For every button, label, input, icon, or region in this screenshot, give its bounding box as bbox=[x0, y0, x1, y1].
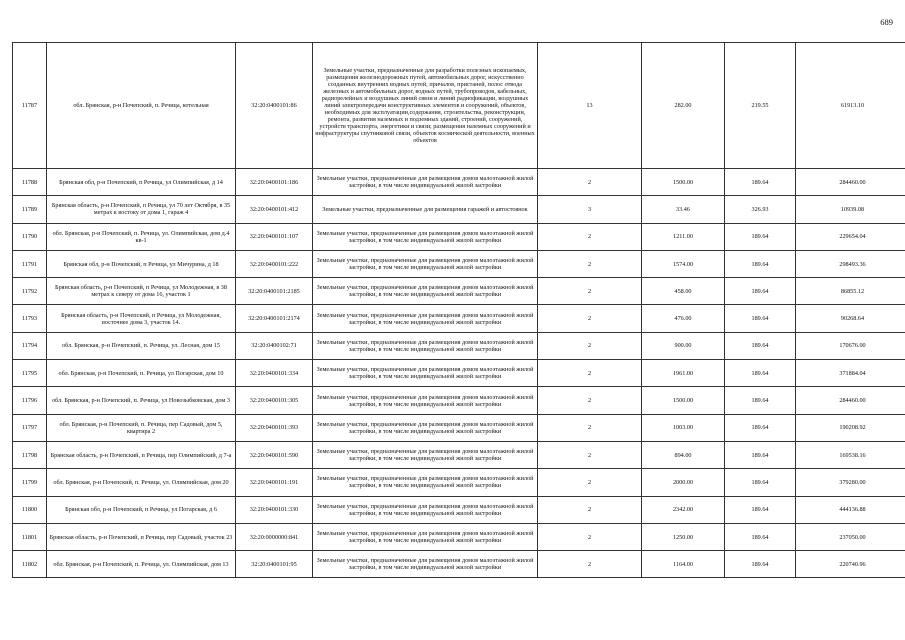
table-row bbox=[13, 496, 905, 523]
cadastral-value-cell: 229654.04 bbox=[796, 223, 905, 250]
specific-value-cell: 219.55 bbox=[725, 43, 796, 169]
record-number-cell: 11791 bbox=[13, 250, 47, 277]
cadastral-value-cell: 284460.00 bbox=[796, 169, 905, 196]
area-cell: 1003.00 bbox=[642, 414, 725, 441]
address-cell: Брянская область, р-н Почепский, п Речица, ул 70 лет Октября, в 35 метрах к востоку от дома 1, гараж 4 bbox=[47, 196, 236, 223]
area-cell: 1500.00 bbox=[642, 169, 725, 196]
cadastral-number-cell: 32:20:0400101:412 bbox=[236, 196, 313, 223]
permitted-use-cell: Земельные участки, предназначенные для размещения домов малоэтажной жилой застройки, в том числе индивидуальной жилой застройки bbox=[313, 169, 538, 196]
area-cell: 1500.00 bbox=[642, 387, 725, 414]
table-row bbox=[13, 441, 905, 468]
use-group-code-cell: 2 bbox=[538, 278, 642, 305]
area-cell: 2000.00 bbox=[642, 469, 725, 496]
cadastral-value-cell: 90268.64 bbox=[796, 305, 905, 332]
table-row bbox=[13, 43, 905, 169]
permitted-use-cell: Земельные участки, предназначенные для размещения домов малоэтажной жилой застройки, в том числе индивидуальной жилой застройки bbox=[313, 469, 538, 496]
area-cell: 1250.00 bbox=[642, 523, 725, 550]
record-number-cell: 11799 bbox=[13, 469, 47, 496]
cadastral-number-cell: 32:20:0400101:86 bbox=[236, 43, 313, 169]
address-cell: Брянская обл, р-н Почепский, п Речица, ул Мичурина, д 18 bbox=[47, 250, 236, 277]
record-number-cell: 11798 bbox=[13, 441, 47, 468]
specific-value-cell: 189.64 bbox=[725, 387, 796, 414]
use-group-code-cell: 2 bbox=[538, 441, 642, 468]
cadastral-value-cell: 371884.04 bbox=[796, 360, 905, 387]
record-number-cell: 11802 bbox=[13, 551, 47, 578]
table-row bbox=[13, 387, 905, 414]
permitted-use-cell: Земельные участки, предназначенные для размещения гаражей и автостоянок bbox=[313, 196, 538, 223]
use-group-code-cell: 2 bbox=[538, 469, 642, 496]
area-cell: 1961.00 bbox=[642, 360, 725, 387]
area-cell: 476.00 bbox=[642, 305, 725, 332]
record-number-cell: 11800 bbox=[13, 496, 47, 523]
cadastral-number-cell: 32:20:0400101:107 bbox=[236, 223, 313, 250]
use-group-code-cell: 2 bbox=[538, 169, 642, 196]
use-group-code-cell: 2 bbox=[538, 523, 642, 550]
use-group-code-cell: 2 bbox=[538, 387, 642, 414]
use-group-code-cell: 2 bbox=[538, 414, 642, 441]
use-group-code-cell: 2 bbox=[538, 250, 642, 277]
cadastral-number-cell: 32:20:0400101:2185 bbox=[236, 278, 313, 305]
cadastral-value-cell: 169538.16 bbox=[796, 441, 905, 468]
cadastral-value-cell: 298493.36 bbox=[796, 250, 905, 277]
cadastral-number-cell: 32:20:0400101:393 bbox=[236, 414, 313, 441]
area-cell: 1211.00 bbox=[642, 223, 725, 250]
table-row bbox=[13, 523, 905, 550]
address-cell: Брянская область, р-н Почепский, п Речица, пер Садовый, участок 23 bbox=[47, 523, 236, 550]
area-cell: 1574.00 bbox=[642, 250, 725, 277]
cadastral-number-cell: 32:20:0400101:95 bbox=[236, 551, 313, 578]
cadastral-value-cell: 190208.92 bbox=[796, 414, 905, 441]
use-group-code-cell: 13 bbox=[538, 43, 642, 169]
specific-value-cell: 189.64 bbox=[725, 496, 796, 523]
use-group-code-cell: 2 bbox=[538, 551, 642, 578]
address-cell: Брянская обл, р-н Почепский, п Речица, ул Погарская, д 6 bbox=[47, 496, 236, 523]
address-cell: обл. Брянская, р-н Почепский, п. Речица, котельная bbox=[47, 43, 236, 169]
cadastral-value-cell: 61913.10 bbox=[796, 43, 905, 169]
table-row bbox=[13, 278, 905, 305]
cadastral-value-cell: 86855.12 bbox=[796, 278, 905, 305]
land-registry-table bbox=[12, 42, 905, 578]
area-cell: 33.46 bbox=[642, 196, 725, 223]
permitted-use-cell: Земельные участки, предназначенные для разработки полезных ископаемых, размещения железнодорожных путей, автомобильных дорог, искусственно созданных внутренних водных путей, причалов, пристаней, полос отвода железных и автомобильных дорог, водных путей, трубопроводов, кабельных, радиорелейных и воздушных линий связи и линий радиофикации, воздушных линий электропередачи конструктивных элементов и сооружений, объектов, необходимых для эксплуатации,содержания, строительства, реконструкции, ремонта, развития наземных и подземных зданий, строений, сооружений, устройств транспорта, энергетики и связи; размещения наземных сооружений и инфраструктуры спутниковой связи, объектов космической деятельности, военных объектов bbox=[313, 43, 538, 169]
area-cell: 1164.00 bbox=[642, 551, 725, 578]
permitted-use-cell: Земельные участки, предназначенные для размещения домов малоэтажной жилой застройки, в том числе индивидуальной жилой застройки bbox=[313, 250, 538, 277]
record-number-cell: 11795 bbox=[13, 360, 47, 387]
cadastral-number-cell: 32:20:0400101:186 bbox=[236, 169, 313, 196]
cadastral-value-cell: 237050.00 bbox=[796, 523, 905, 550]
permitted-use-cell: Земельные участки, предназначенные для размещения домов малоэтажной жилой застройки, в том числе индивидуальной жилой застройки bbox=[313, 496, 538, 523]
cadastral-number-cell: 32:20:0400101:590 bbox=[236, 441, 313, 468]
permitted-use-cell: Земельные участки, предназначенные для размещения домов малоэтажной жилой застройки, в том числе индивидуальной жилой застройки bbox=[313, 387, 538, 414]
address-cell: Брянская обл, р-н Почепский, п Речица, ул Олимпийская, д 14 bbox=[47, 169, 236, 196]
cadastral-value-cell: 444136.88 bbox=[796, 496, 905, 523]
specific-value-cell: 189.64 bbox=[725, 250, 796, 277]
record-number-cell: 11796 bbox=[13, 387, 47, 414]
specific-value-cell: 189.64 bbox=[725, 551, 796, 578]
cadastral-number-cell: 32:20:0400101:334 bbox=[236, 360, 313, 387]
area-cell: 282.00 bbox=[642, 43, 725, 169]
permitted-use-cell: Земельные участки, предназначенные для размещения домов малоэтажной жилой застройки, в том числе индивидуальной жилой застройки bbox=[313, 278, 538, 305]
permitted-use-cell: Земельные участки, предназначенные для размещения домов малоэтажной жилой застройки, в том числе индивидуальной жилой застройки bbox=[313, 305, 538, 332]
cadastral-value-cell: 10939.08 bbox=[796, 196, 905, 223]
specific-value-cell: 189.64 bbox=[725, 414, 796, 441]
address-cell: обл. Брянская, р-н Почепский, п. Речица, ул Погарская, дом 10 bbox=[47, 360, 236, 387]
table-row bbox=[13, 414, 905, 441]
cadastral-number-cell: 32:20:0400101:191 bbox=[236, 469, 313, 496]
permitted-use-cell: Земельные участки, предназначенные для размещения домов малоэтажной жилой застройки, в том числе индивидуальной жилой застройки bbox=[313, 523, 538, 550]
cadastral-value-cell: 220740.96 bbox=[796, 551, 905, 578]
permitted-use-cell: Земельные участки, предназначенные для размещения домов малоэтажной жилой застройки, в том числе индивидуальной жилой застройки bbox=[313, 332, 538, 359]
table-row bbox=[13, 551, 905, 578]
use-group-code-cell: 2 bbox=[538, 305, 642, 332]
record-number-cell: 11794 bbox=[13, 332, 47, 359]
use-group-code-cell: 2 bbox=[538, 223, 642, 250]
record-number-cell: 11792 bbox=[13, 278, 47, 305]
cadastral-number-cell: 32:20:0400101:330 bbox=[236, 496, 313, 523]
table-row bbox=[13, 332, 905, 359]
area-cell: 894.00 bbox=[642, 441, 725, 468]
specific-value-cell: 189.64 bbox=[725, 169, 796, 196]
specific-value-cell: 326.93 bbox=[725, 196, 796, 223]
cadastral-number-cell: 32:20:0400101:222 bbox=[236, 250, 313, 277]
address-cell: обл. Брянская, р-н Почепский, п. Речица, ул. Олимпийская, дом 20 bbox=[47, 469, 236, 496]
record-number-cell: 11801 bbox=[13, 523, 47, 550]
area-cell: 458.00 bbox=[642, 278, 725, 305]
use-group-code-cell: 3 bbox=[538, 196, 642, 223]
permitted-use-cell: Земельные участки, предназначенные для размещения домов малоэтажной жилой застройки, в том числе индивидуальной жилой застройки bbox=[313, 441, 538, 468]
permitted-use-cell: Земельные участки, предназначенные для размещения домов малоэтажной жилой застройки, в том числе индивидуальной жилой застройки bbox=[313, 223, 538, 250]
cadastral-number-cell: 32:20:0000000:841 bbox=[236, 523, 313, 550]
specific-value-cell: 189.64 bbox=[725, 441, 796, 468]
specific-value-cell: 189.64 bbox=[725, 278, 796, 305]
cadastral-value-cell: 284460.00 bbox=[796, 387, 905, 414]
table-row bbox=[13, 305, 905, 332]
record-number-cell: 11790 bbox=[13, 223, 47, 250]
table-row bbox=[13, 169, 905, 196]
specific-value-cell: 189.64 bbox=[725, 360, 796, 387]
record-number-cell: 11788 bbox=[13, 169, 47, 196]
address-cell: Брянская область, р-н Почепский, п Речица, ул Молодежная, в 38 метрах к северу от дома 16, участок 1 bbox=[47, 278, 236, 305]
area-cell: 2342.00 bbox=[642, 496, 725, 523]
permitted-use-cell: Земельные участки, предназначенные для размещения домов малоэтажной жилой застройки, в том числе индивидуальной жилой застройки bbox=[313, 414, 538, 441]
address-cell: обл. Брянская, р-н Почепский, п. Речица, ул Новозыбковская, дом 3 bbox=[47, 387, 236, 414]
use-group-code-cell: 2 bbox=[538, 496, 642, 523]
address-cell: обл. Брянская, р-н Почепский, п. Речица, ул. Олимпийская, дом 13 bbox=[47, 551, 236, 578]
cadastral-number-cell: 32:20:0400101:305 bbox=[236, 387, 313, 414]
permitted-use-cell: Земельные участки, предназначенные для размещения домов малоэтажной жилой застройки, в том числе индивидуальной жилой застройки bbox=[313, 551, 538, 578]
specific-value-cell: 189.64 bbox=[725, 523, 796, 550]
page-number: 689 bbox=[880, 17, 893, 27]
area-cell: 900.00 bbox=[642, 332, 725, 359]
use-group-code-cell: 2 bbox=[538, 360, 642, 387]
address-cell: обл. Брянская, р-н Почепский, п. Речица, ул. Лесная, дом 15 bbox=[47, 332, 236, 359]
table-row bbox=[13, 196, 905, 223]
cadastral-number-cell: 32:20:0400102:71 bbox=[236, 332, 313, 359]
address-cell: Брянская область, р-н Почепский, п Речица, ул Молодежная, восточнее дома 3, участок 14. bbox=[47, 305, 236, 332]
record-number-cell: 11789 bbox=[13, 196, 47, 223]
table-row bbox=[13, 469, 905, 496]
registry-table-body bbox=[13, 43, 905, 578]
address-cell: Брянская область, р-н Почепский, п Речица, пер Олимпийский, д 7-а bbox=[47, 441, 236, 468]
specific-value-cell: 189.64 bbox=[725, 469, 796, 496]
cadastral-number-cell: 32:20:0400101:2174 bbox=[236, 305, 313, 332]
record-number-cell: 11797 bbox=[13, 414, 47, 441]
specific-value-cell: 189.64 bbox=[725, 305, 796, 332]
cadastral-value-cell: 170676.00 bbox=[796, 332, 905, 359]
specific-value-cell: 189.64 bbox=[725, 223, 796, 250]
record-number-cell: 11787 bbox=[13, 43, 47, 169]
cadastral-value-cell: 379280.00 bbox=[796, 469, 905, 496]
record-number-cell: 11793 bbox=[13, 305, 47, 332]
table-row bbox=[13, 250, 905, 277]
table-row bbox=[13, 360, 905, 387]
address-cell: обл. Брянская, р-н Почепский, п. Речица, пер Садовый, дом 5, квартира 2 bbox=[47, 414, 236, 441]
address-cell: обл. Брянская, р-н Почепский, п. Речица, ул. Олимпийская, дом д.4 кв-1 bbox=[47, 223, 236, 250]
use-group-code-cell: 2 bbox=[538, 332, 642, 359]
table-row bbox=[13, 223, 905, 250]
specific-value-cell: 189.64 bbox=[725, 332, 796, 359]
permitted-use-cell: Земельные участки, предназначенные для размещения домов малоэтажной жилой застройки, в том числе индивидуальной жилой застройки bbox=[313, 360, 538, 387]
